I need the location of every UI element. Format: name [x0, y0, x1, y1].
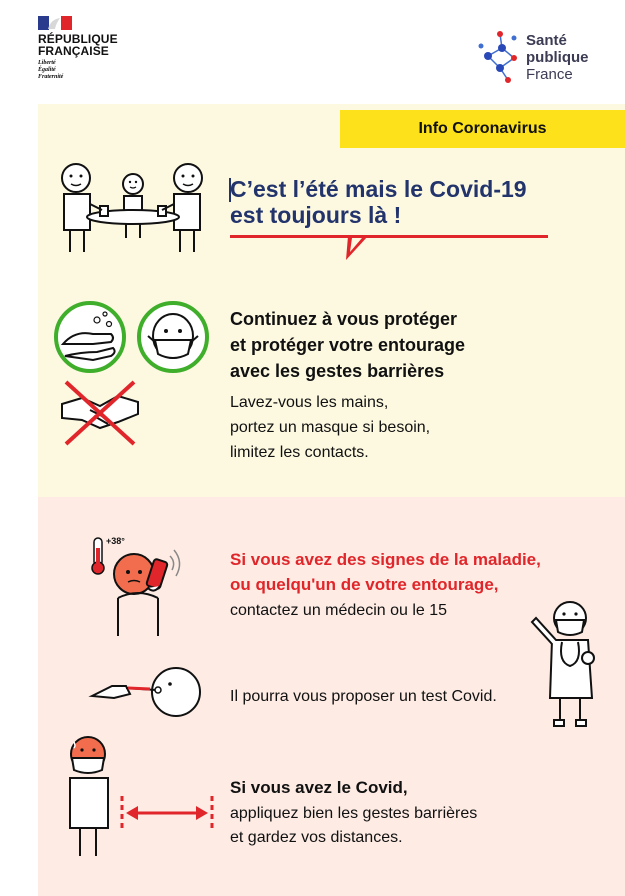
fever-phone-icon [88, 532, 188, 638]
covid-heading: Si vous avez le Covid, [230, 778, 408, 797]
temperature-label: +38° [106, 536, 125, 546]
masked-sick-person-icon [64, 734, 116, 860]
republique-francaise-logo [38, 16, 128, 92]
spf-network-icon [478, 24, 520, 88]
table-family-icon [56, 160, 206, 256]
page-title: C’est l’été mais le Covid-19 est toujours là ! [230, 176, 527, 228]
contact-doctor-text: contactez un médecin ou le 15 [230, 602, 448, 619]
marianne-flag-icon [38, 16, 72, 30]
barrier-text: Lavez-vous les mains, portez un masque si besoin, limitez les contacts. [230, 394, 431, 461]
mask-icon [136, 300, 210, 374]
test-text: Il pourra vous proposer un test Covid. [230, 688, 497, 705]
republic-motto: Liberté Égalité Fraternité [38, 60, 64, 80]
no-handshake-icon [60, 378, 140, 448]
barrier-heading: Continuez à vous protéger et protéger votre entourage avec les gestes barrières [230, 309, 466, 381]
republic-name: RÉPUBLIQUE FRANÇAISE [38, 32, 118, 58]
sante-publique-france-logo [478, 24, 608, 88]
spf-name: Santé publique France [526, 32, 589, 83]
nasal-swab-icon [90, 660, 202, 722]
speech-bubble-underline [228, 226, 550, 266]
distance-arrow-icon [118, 792, 216, 834]
info-coronavirus-tag: Info Coronavirus [340, 110, 625, 148]
covid-text: appliquez bien les gestes barrières et gardez vos distances. [230, 805, 478, 846]
handwash-icon [53, 300, 127, 374]
doctor-icon [526, 596, 606, 728]
symptoms-warning: Si vous avez des signes de la maladie, ou quelqu'un de votre entourage, [230, 550, 541, 594]
